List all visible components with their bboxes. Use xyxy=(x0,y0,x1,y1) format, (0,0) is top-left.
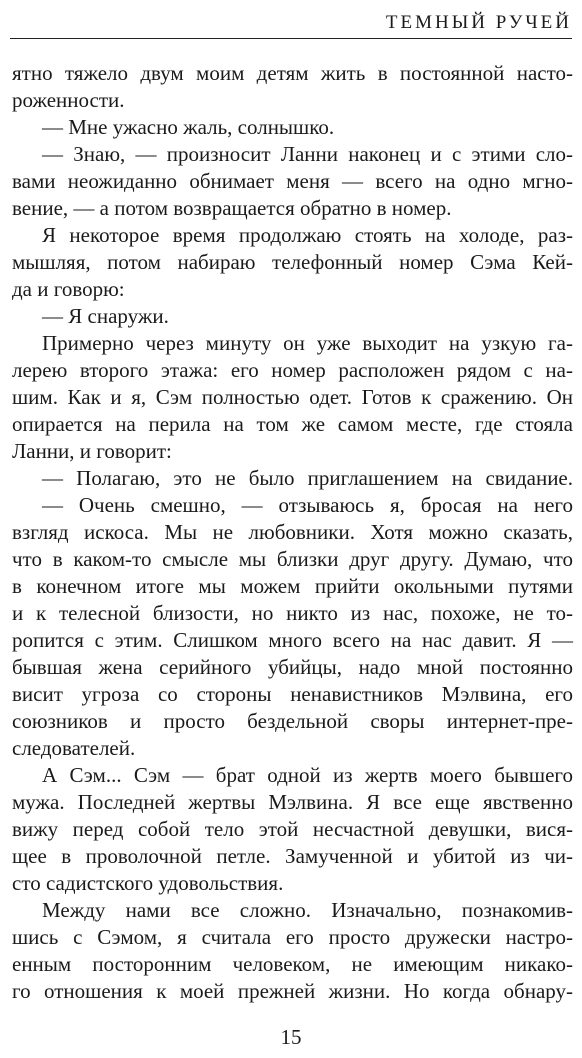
text-line: щее в проволочной петле. Замученной и убитой из чи- xyxy=(12,844,573,868)
text-line: союзников и просто бездельной своры интернет-пре- xyxy=(12,709,573,733)
text-line: енным посторонним человеком, не имеющим никако- xyxy=(12,952,573,976)
text-line: вение, — а потом возвращается обратно в номер. xyxy=(12,196,452,220)
text-line: опирается на перила на том же самом месте, где стояла xyxy=(12,412,573,436)
text-line: Между нами все сложно. Изначально, познакомив- xyxy=(42,898,573,922)
text-line: и к телесной близости, но никто из нас, похоже, не то- xyxy=(12,601,573,625)
text-line: ятно тяжело двум моим детям жить в постоянной насто- xyxy=(12,61,573,85)
text-line: Примерно через минуту он уже выходит на узкую га- xyxy=(42,331,573,355)
text-line: — Мне ужасно жаль, солнышко. xyxy=(42,115,335,139)
text-line: следователей. xyxy=(12,736,136,760)
text-line: что в каком-то смысле мы близки друг другу. Думаю, что xyxy=(12,547,573,571)
text-line: да и говорю: xyxy=(12,277,125,301)
text-line: — Знаю, — произносит Ланни наконец и с этими сло- xyxy=(42,142,573,166)
text-line: Ланни, и говорит: xyxy=(12,439,172,463)
text-line: сто садистского удовольствия. xyxy=(12,871,284,895)
text-line: лерею второго этажа: его номер расположен рядом с на- xyxy=(12,358,573,382)
text-line: Я некоторое время продолжаю стоять на холоде, раз- xyxy=(42,223,573,247)
text-line: мышляя, потом набираю телефонный номер Сэма Кей- xyxy=(12,250,573,274)
text-line: А Сэм... Сэм — брат одной из жертв моего бывшего xyxy=(42,763,573,787)
page-number: 15 xyxy=(280,1025,302,1049)
text-line: роженности. xyxy=(12,88,125,112)
text-line: ропится с этим. Слишком много всего на нас давит. Я — xyxy=(12,628,573,652)
text-line: — Очень смешно, — отзываюсь я, бросая на него xyxy=(42,493,573,517)
text-line: вами неожиданно обнимает меня — всего на одно мгно- xyxy=(12,169,573,193)
text-line: мужа. Последней жертвы Мэлвина. Я все еще явственно xyxy=(12,790,573,814)
body-text xyxy=(12,60,573,1005)
text-line: шись с Сэмом, я считала его просто дружески настро- xyxy=(12,925,573,949)
text-line: висит угроза со стороны ненавистников Мэлвина, его xyxy=(12,682,573,706)
text-line: взгляд искоса. Мы не любовники. Хотя можно сказать, xyxy=(12,520,573,544)
text-line: в конечном итоге мы можем прийти окольными путями xyxy=(12,574,573,598)
running-header xyxy=(10,10,572,39)
text-line: вижу перед собой тело этой несчастной девушки, вися- xyxy=(12,817,573,841)
text-line: — Я снаружи. xyxy=(42,304,169,328)
text-line: — Полагаю, это не было приглашением на свидание. xyxy=(42,466,573,490)
running-title: ТЕМНЫЙ РУЧЕЙ xyxy=(385,12,572,33)
text-line: го отношения к моей прежней жизни. Но когда обнару- xyxy=(12,979,573,1003)
text-line: шим. Как и я, Сэм полностью одет. Готов к сражению. Он xyxy=(12,385,573,409)
text-line: бывшая жена серийного убийцы, надо мной постоянно xyxy=(12,655,573,679)
